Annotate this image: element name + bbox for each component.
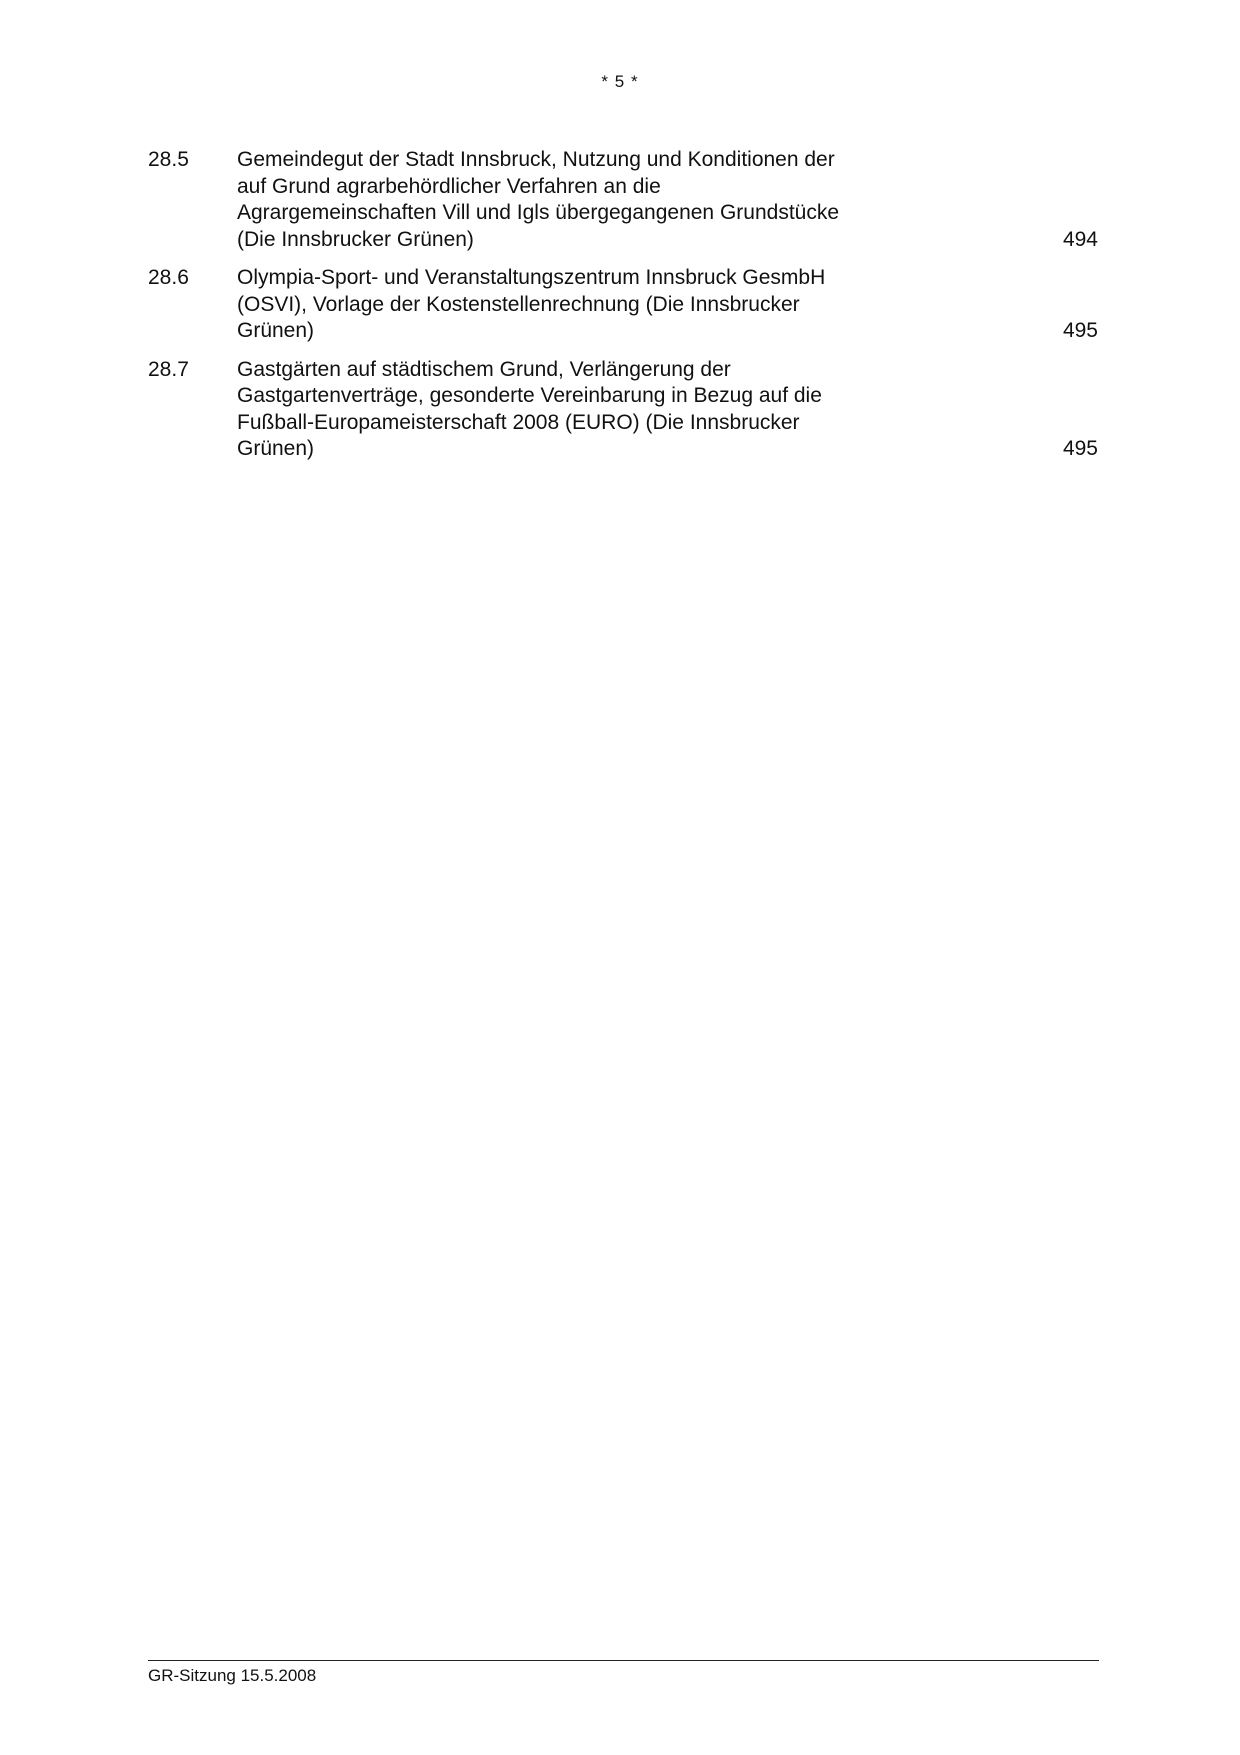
toc-entry-page: 495 bbox=[1062, 319, 1098, 342]
toc-entry-title-line: Grünen) bbox=[237, 437, 315, 460]
table-of-contents bbox=[148, 147, 1098, 475]
toc-entry-number: 28.6 bbox=[148, 266, 189, 289]
toc-entry-title bbox=[237, 147, 957, 253]
toc-entry-title-line: (Die Innsbrucker Grünen) bbox=[237, 227, 474, 251]
toc-entry-title-line: auf Grund agrarbehördlicher Verfahren an die bbox=[237, 174, 661, 198]
toc-entry-title-line: Gastgärten auf städtischem Grund, Verlängerung der bbox=[237, 357, 731, 381]
toc-entry-title-line: Agrargemeinschaften Vill und Igls übergegangenen Grundstücke bbox=[237, 201, 840, 224]
toc-entry-title-line: Olympia-Sport- und Veranstaltungszentrum Innsbruck GesmbH bbox=[237, 266, 826, 289]
toc-entry-title bbox=[237, 265, 957, 345]
toc-entry-title-line: Gemeindegut der Stadt Innsbruck, Nutzung und Konditionen der bbox=[237, 148, 835, 171]
toc-entry-title-line: Grünen) bbox=[237, 319, 315, 342]
toc-entry-title-line: Fußball-Europameisterschaft 2008 (EURO) (Die Innsbrucker bbox=[237, 410, 800, 434]
toc-entry-title bbox=[237, 357, 957, 463]
toc-entry-number: 28.7 bbox=[148, 357, 189, 381]
toc-entry bbox=[148, 265, 1098, 345]
footer-text: GR-Sitzung 15.5.2008 bbox=[148, 1666, 317, 1685]
toc-entry-page: 494 bbox=[1062, 227, 1098, 251]
toc-entry bbox=[148, 147, 1098, 253]
toc-entry-number: 28.5 bbox=[148, 148, 189, 171]
toc-entry-page: 495 bbox=[1062, 437, 1098, 460]
page-number: * 5 * bbox=[601, 72, 639, 91]
toc-entry-title-line: Gastgartenverträge, gesonderte Vereinbarung in Bezug auf die bbox=[237, 384, 822, 407]
footer-divider bbox=[148, 1660, 1099, 1661]
toc-entry bbox=[148, 357, 1098, 463]
toc-entry-title-line: (OSVI), Vorlage der Kostenstellenrechnung (Die Innsbrucker bbox=[237, 292, 800, 316]
